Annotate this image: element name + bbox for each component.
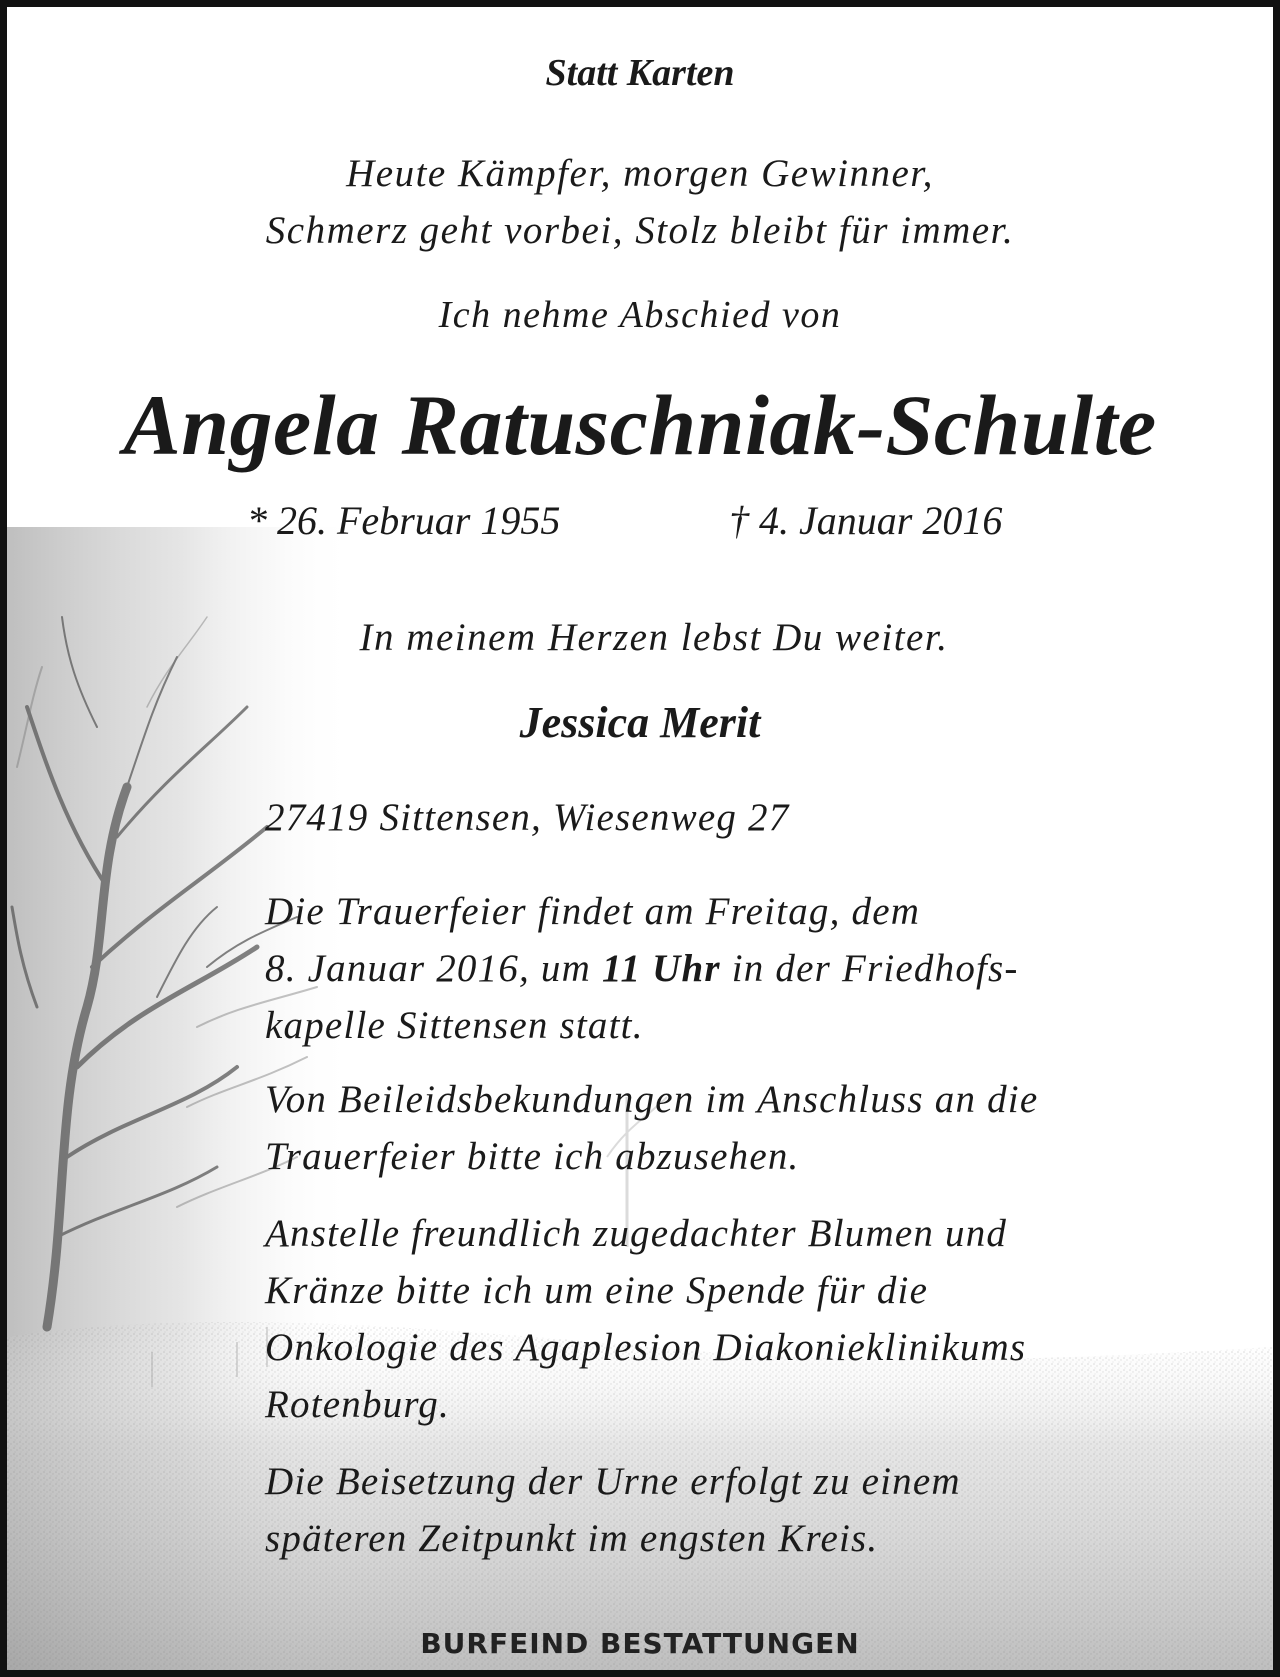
service-paragraph [265,883,1215,1054]
burial-paragraph [265,1453,1215,1567]
motto: In meinem Herzen lebst Du weiter. [359,616,949,659]
death-date: † 4. Januar 2016 [729,498,1003,543]
address: 27419 Sittensen, Wiesenweg 27 [265,796,790,839]
signer-name: Jessica Merit [519,698,761,747]
birth-date: * 26. Februar 1955 [247,498,561,543]
deceased-name: Angela Ratuschniak-Schulte [123,377,1157,473]
service-line [265,940,1215,997]
farewell-intro: Ich nehme Abschied von [438,294,842,336]
service-line: kapelle Sittensen statt. [265,1004,644,1047]
donation-line: Anstelle freundlich zugedachter Blumen und [265,1212,1008,1255]
service-line-text: in der Friedhofs- [720,947,1019,990]
donation-paragraph [265,1205,1215,1433]
donation-line: Onkologie des Agaplesion Diakonieklinikums [265,1326,1027,1369]
burial-line: späteren Zeitpunkt im engsten Kreis. [265,1517,879,1560]
funeral-home-name: BURFEIND BESTATTUNGEN [420,1627,860,1660]
service-time: 11 Uhr [601,947,721,990]
service-line-text: 8. Januar 2016, um [265,947,602,990]
condolences-line: Trauerfeier bitte ich abzusehen. [265,1135,800,1178]
poem-line: Schmerz geht vorbei, Stolz bleibt für immer. [265,209,1015,252]
notice-content [7,7,1273,1670]
condolences-line: Von Beileidsbekundungen im Anschluss an die [265,1078,1039,1121]
donation-line: Rotenburg. [265,1383,450,1426]
condolences-paragraph [265,1071,1215,1185]
burial-line: Die Beisetzung der Urne erfolgt zu einem [265,1460,961,1503]
donation-line: Kränze bitte ich um eine Spende für die [265,1269,929,1312]
service-line: Die Trauerfeier findet am Freitag, dem [265,890,921,933]
poem [7,145,1273,259]
notice-header: Statt Karten [545,52,735,94]
poem-line: Heute Kämpfer, morgen Gewinner, [346,152,934,195]
